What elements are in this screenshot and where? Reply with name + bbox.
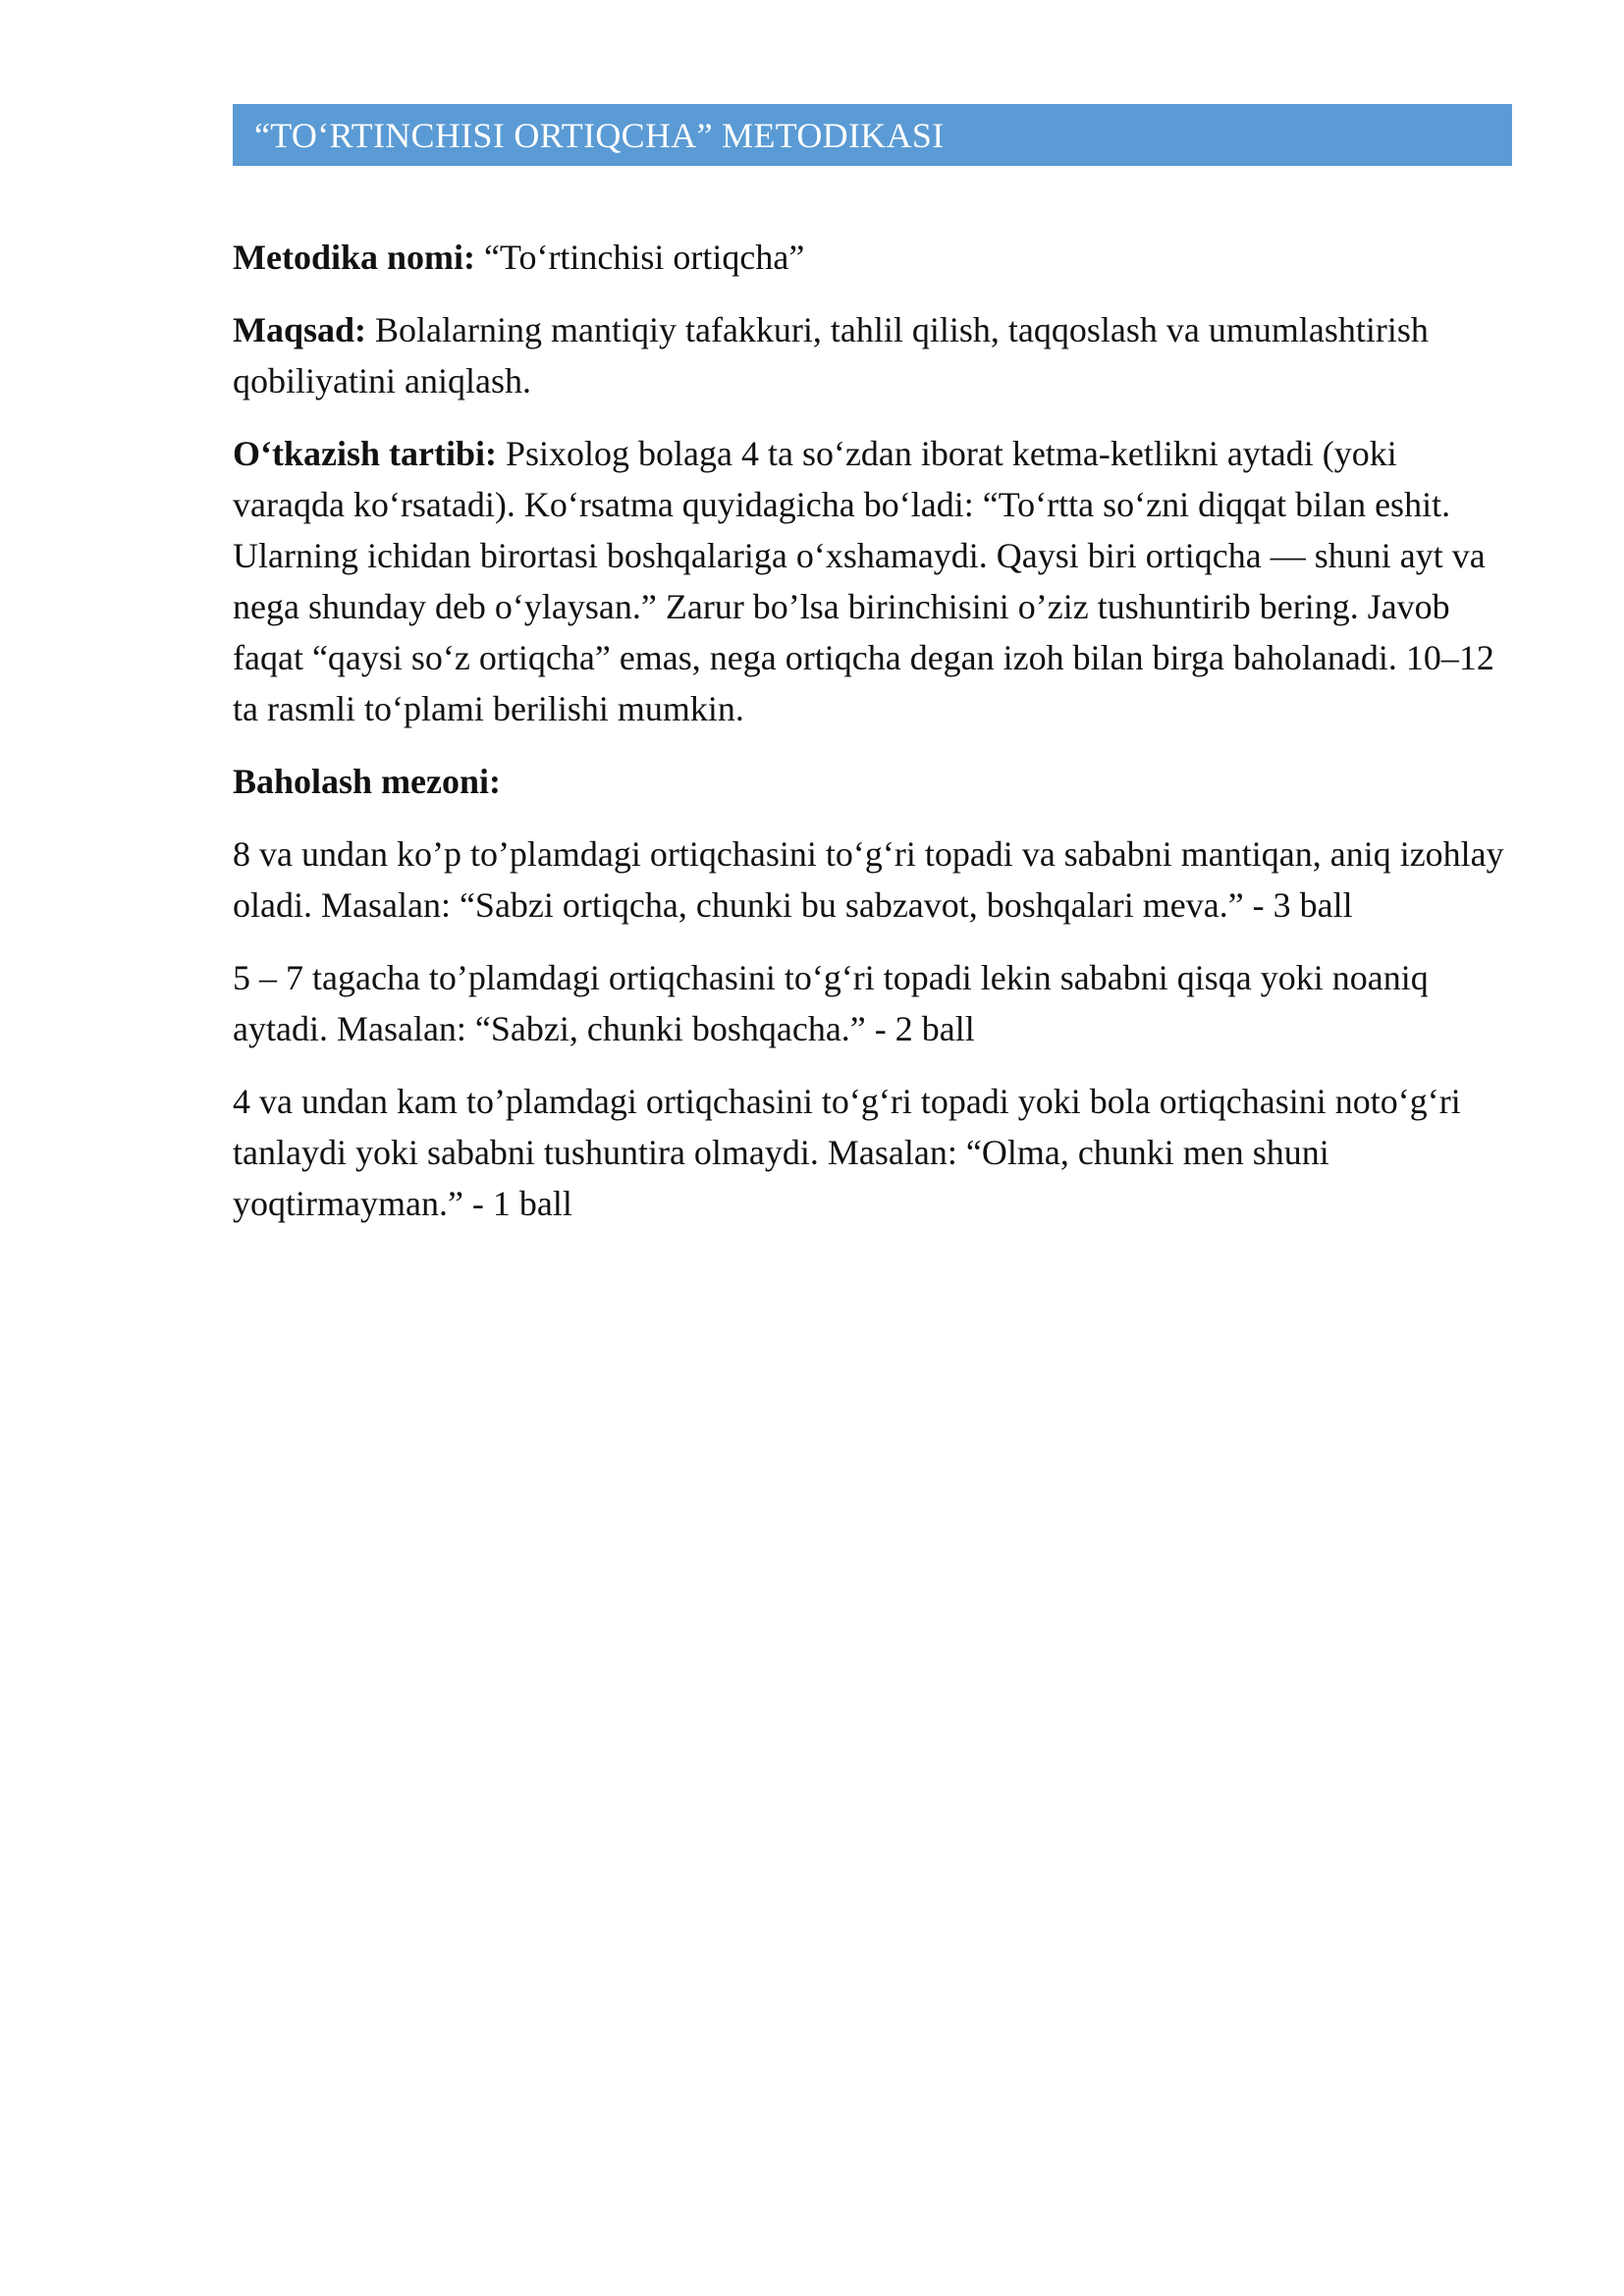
title-band xyxy=(233,104,1512,166)
criteria-item-1-point: 4 va undan kam to’plamdagi ortiqchasini to‘g‘ri topadi yoki bola ortiqchasini noto‘g‘ri tanlaydi yoki sababni tushuntira olmaydi. Masalan: “Olma, chunki men shuni yoqtirmayman.” - 1 ball xyxy=(233,1082,1461,1223)
criteria-heading: Baholash mezoni: xyxy=(233,762,502,801)
criteria-item-2-points: 5 – 7 tagacha to’plamdagi ortiqchasini to‘g‘ri topadi lekin sababni qisqa yoki noaniq aytadi. Masalan: “Sabzi, chunki boshqacha.” - 2 ball xyxy=(233,958,1429,1048)
procedure-paragraph xyxy=(233,428,1512,734)
goal-paragraph xyxy=(233,304,1512,406)
procedure-label: O‘tkazish tartibi: xyxy=(233,434,497,473)
goal-label: Maqsad: xyxy=(233,310,367,349)
method-name-paragraph xyxy=(233,232,1512,283)
page-title: “TO‘RTINCHISI ORTIQCHA” METODIKASI xyxy=(254,115,945,155)
method-name-value: “To‘rtinchisi ortiqcha” xyxy=(475,238,805,277)
document-body xyxy=(233,232,1512,1229)
method-name-label: Metodika nomi: xyxy=(233,238,475,277)
document-page xyxy=(233,104,1512,1251)
criteria-item-3-points: 8 va undan ko’p to’plamdagi ortiqchasini to‘g‘ri topadi va sababni mantiqan, aniq izohlay oladi. Masalan: “Sabzi ortiqcha, chunki bu sabzavot, boshqalari meva.” - 3 ball xyxy=(233,834,1504,925)
procedure-value: Psixolog bolaga 4 ta so‘zdan iborat ketma-ketlikni aytadi (yoki varaqda ko‘rsatadi). Ko‘rsatma quyidagicha bo‘ladi: “To‘rtta so‘zni diqqat bilan eshit. Ularning ichidan birortasi boshqalariga o‘xshamaydi. Qaysi biri ortiqcha — shuni ayt va nega shunday deb o‘ylaysan.” Zarur bo’lsa birinchisini o’ziz tushuntirib bering. Javob faqat “qaysi so‘z ortiqcha” emas, nega ortiqcha degan izoh bilan birga baholanadi. 10–12 ta rasmli to‘plami berilishi mumkin. xyxy=(233,434,1494,728)
goal-value: Bolalarning mantiqiy tafakkuri, tahlil qilish, taqqoslash va umumlashtirish qobiliyatini aniqlash. xyxy=(233,310,1429,400)
